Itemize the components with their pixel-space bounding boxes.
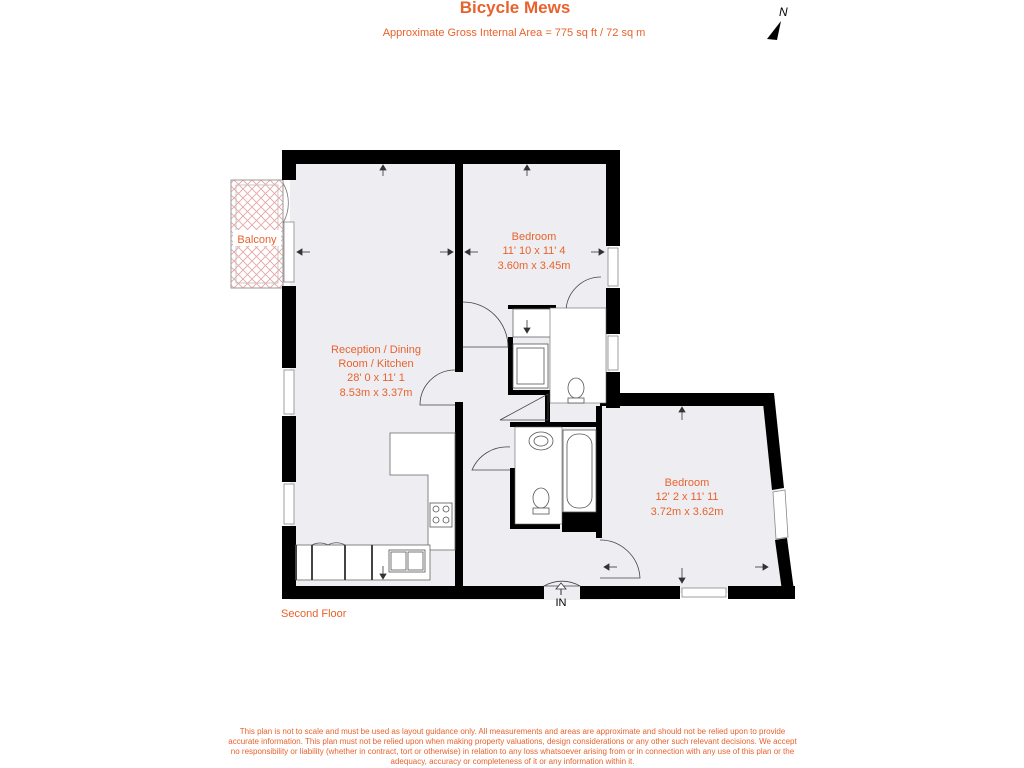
balcony-label: Balcony xyxy=(237,234,277,246)
bedroom1-metric: 3.60m x 3.45m xyxy=(497,260,571,272)
bathroom-toilet-icon xyxy=(533,488,549,514)
sink-icon xyxy=(389,550,425,572)
bedroom1-name: Bedroom xyxy=(511,231,557,243)
disclaimer-text: This plan is not to scale and must be used as layout guidance only. All measurements and areas are approximate and should not be relied upon to provide accurate information. This plan must not be relied upon when making property valuations, design considerations or any other such relevant decisions. We accept no responsibility or liability (whether in contract, tort or otherwise) in relation to any loss whatsoever arising from or in connection with any use of this plan or the adequacy, accuracy or completeness of it or any information within it. xyxy=(228,727,797,766)
floor-label: Second Floor xyxy=(281,608,347,620)
reception-line1: Reception / Dining xyxy=(331,344,421,356)
bedroom1-imperial: 11' 10 x 11' 4 xyxy=(502,245,566,257)
reception-line2: Room / Kitchen xyxy=(338,358,414,370)
bathtub-icon xyxy=(563,430,596,512)
plan-title: Bicycle Mews xyxy=(459,0,571,17)
toilet-icon xyxy=(568,378,584,403)
north-label: N xyxy=(779,5,788,19)
bedroom2-metric: 3.72m x 3.62m xyxy=(650,506,724,518)
reception-metric: 8.53m x 3.37m xyxy=(339,387,413,399)
area-subtitle: Approximate Gross Internal Area = 775 sq ft / 72 sq m xyxy=(382,27,646,39)
entrance-label: IN xyxy=(555,597,567,609)
north-arrow-icon xyxy=(767,5,788,40)
basin-icon xyxy=(529,432,553,450)
bedroom2-imperial: 12' 2 x 11' 11 xyxy=(655,491,719,503)
bedroom2-name: Bedroom xyxy=(664,477,710,489)
hob-icon xyxy=(430,503,452,527)
bathroom xyxy=(515,427,596,524)
reception-imperial: 28' 0 x 11' 1 xyxy=(347,372,405,384)
